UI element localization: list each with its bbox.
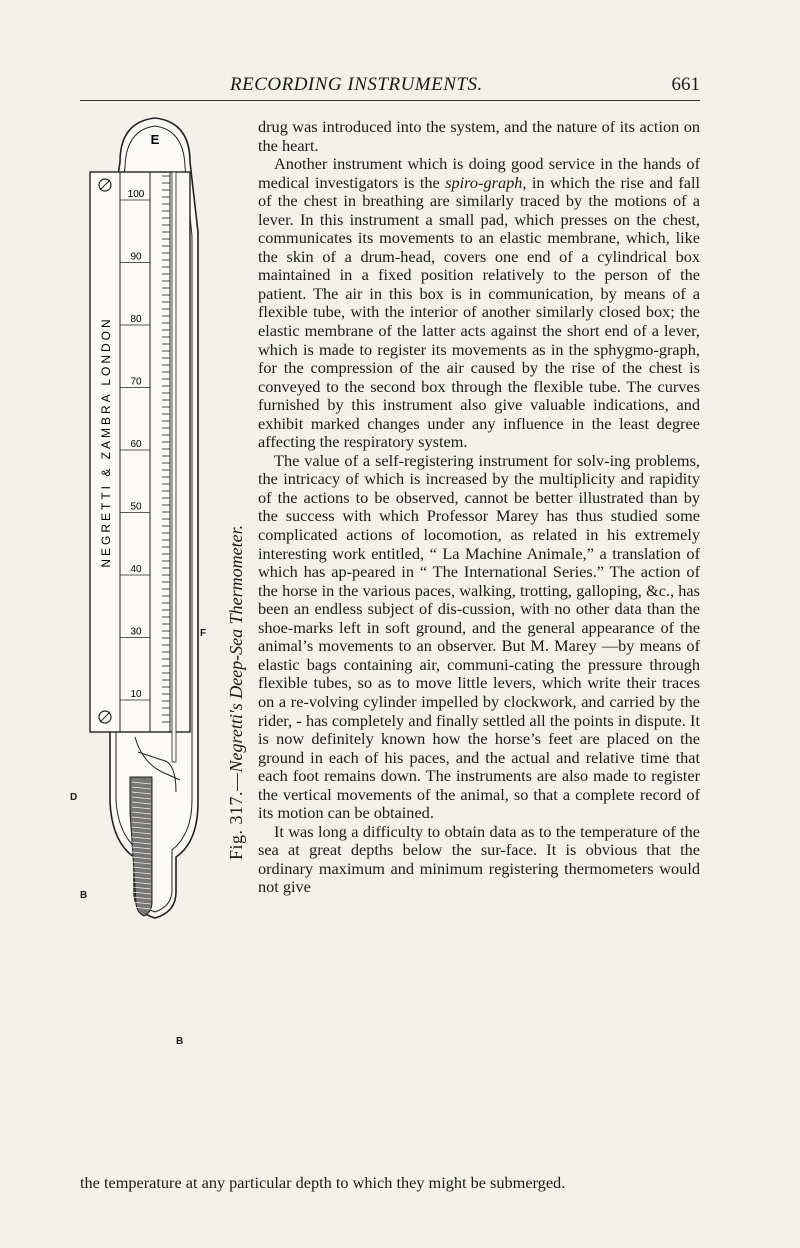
figure-caption xyxy=(208,330,244,860)
caption-title: Negretti's Deep-Sea Thermometer. xyxy=(226,524,246,773)
paragraph: It was long a difficulty to obtain data as to the temperature of the sea at great depths below the sur-face. It is obvious that the ordinary maximum and minimum registering thermometers would not give xyxy=(258,821,700,897)
top-label: E xyxy=(150,132,160,147)
label-b-left: B xyxy=(80,890,88,901)
paragraph: drug was introduced into the system, and the nature of its action on the heart. xyxy=(258,117,700,155)
body-text xyxy=(258,118,700,897)
scale-label: 40 xyxy=(130,564,142,575)
paragraph: Another instrument which is doing good service in the hands of medical investigators is the spiro-graph, in which the rise and fall of the chest in breathing are similarly traced by the motions of a lever. In this instrument a small pad, which presses on the chest, communicates its movements to an elastic membrane, which, like the skin of a drum-head, covers one end of a cylindrical box maintained in a fixed position relatively to the person of the patient. The air in this box is in communication, by means of a flexible tube, with the interior of another similarly closed box; the elastic membrane of the latter acts against the short end of a lever, which is made to register its movements as in the sphygmo-graph, for the compression of the air caused by the rise of the chest is conveyed to the second box through the flexible tube. The curves furnished by this instrument also give valuable indications, and exhibit marked changes under any influence in the least degree affecting the respiratory system. xyxy=(258,154,701,452)
maker-mark: NEGRETTI & ZAMBRA LONDON xyxy=(99,316,113,568)
mercury-column xyxy=(172,172,176,762)
bulb xyxy=(130,777,152,916)
scale-label: 90 xyxy=(130,251,142,263)
page-header xyxy=(80,72,700,102)
scale-label: 70 xyxy=(130,376,142,388)
label-d: D xyxy=(70,792,78,803)
label-f: F xyxy=(200,628,207,639)
last-line: the temperature at any particular depth to which they might be submerged. xyxy=(80,1173,566,1192)
header-rule xyxy=(80,100,700,101)
scale-label: 50 xyxy=(130,501,142,513)
scale-label: 60 xyxy=(130,439,142,450)
running-title: RECORDING INSTRUMENTS. xyxy=(230,74,483,95)
scale-label: 10 xyxy=(130,689,142,700)
page-number: 661 xyxy=(671,74,700,95)
scale-label: 100 xyxy=(127,189,145,200)
paragraph: The value of a self-registering instrument for solv-ing problems, the intricacy of which is increased by the multiplicity and rapidity of the actions to be observed, cannot be better illustrated than by the success with which Professor Marey has thus studied some complicated actions of locomotion, as related in his extremely interesting work entitled, “ La Machine Animale,” a translation of which has ap-peared in “ The International Series.” The action of the horse in the various paces, walking, trotting, galloping, &c., has been an endless subject of dis-cussion, with no other data than the shoe-marks left in soft ground, and the general appearance of the animal’s movements to an observer. But M. Marey —by means of elastic bags containing air, communi-cating the pressure through flexible tubes, so as to move little levers, which write their traces on a re-volving cylinder impelled by clockwork, and carried by the rider, - has completely and finally settled all the points in dispute. It is now definitely known how the horse’s feet are placed on the ground in each of his paces, and the actual and relative time that each foot remains down. The instruments are also made to register the vertical movements of the animal, so that a complete record of its motion can be obtained. xyxy=(258,450,700,823)
caption-label: Fig. 317.— xyxy=(226,772,246,860)
scale-label: 80 xyxy=(130,314,142,325)
label-b-right: B xyxy=(176,1036,184,1047)
scale-label: 30 xyxy=(130,626,142,638)
